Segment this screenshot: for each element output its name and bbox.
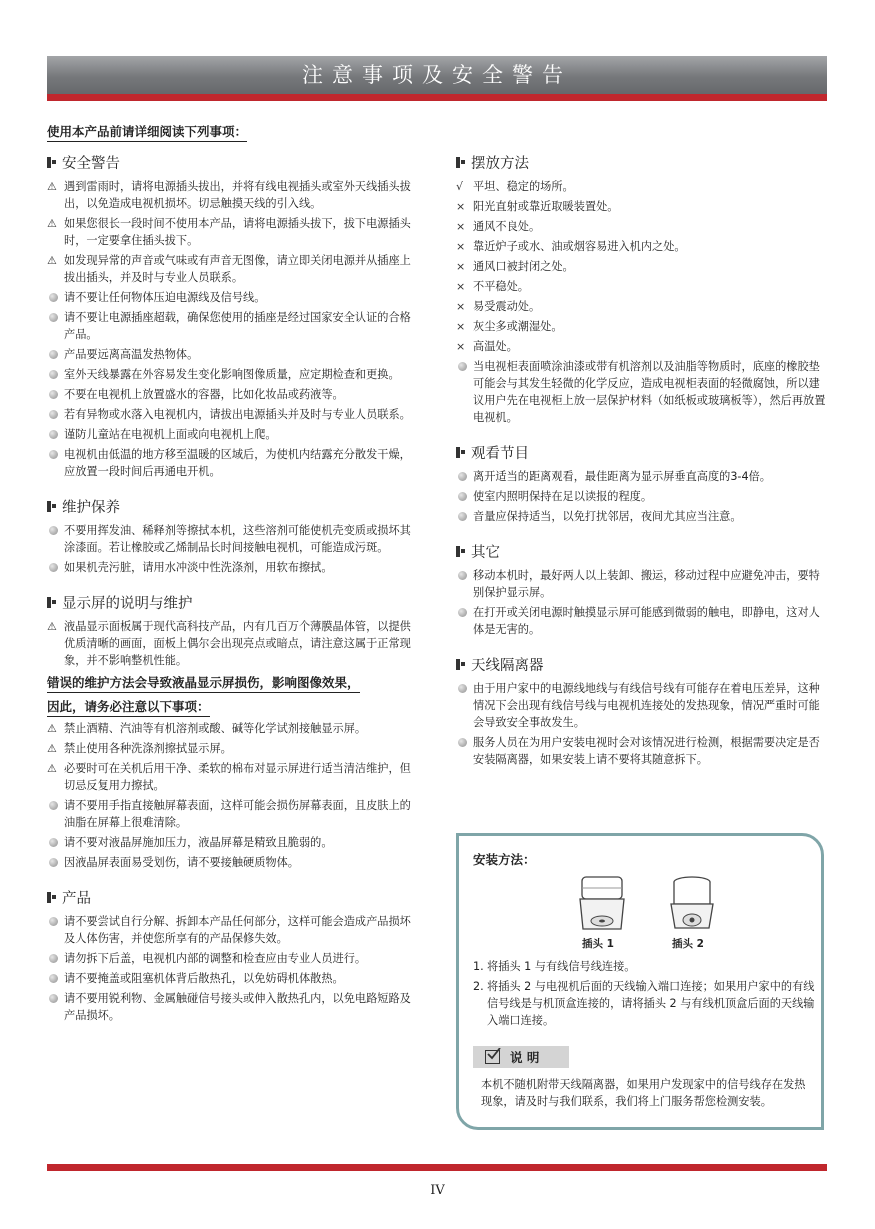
- item-text: 产品要远离高温发热物体。: [64, 348, 199, 361]
- bullet-dot-icon: [47, 970, 64, 987]
- item-text: 当电视柜表面喷涂油漆或带有机溶剂以及油脂等物质时，底座的橡胶垫可能会与其发生轻微的化学反应，造成电视柜表面的轻微腐蚀，所以建议用户先在电视柜上放一层保护材料（如纸板或玻璃板等），然后再放置电视机。: [473, 360, 826, 424]
- section-marker-icon: [47, 892, 57, 903]
- step-number: 2.: [473, 980, 484, 993]
- plug-1-label: 插头 1: [582, 938, 614, 950]
- bullet-dot-icon: [456, 468, 473, 485]
- warning-icon: ⚠: [47, 620, 57, 633]
- section: [456, 652, 828, 768]
- section-title: 观看节目: [471, 445, 529, 462]
- bullet-dot-icon: [47, 309, 64, 343]
- section: [456, 539, 828, 638]
- list-item: [456, 468, 828, 485]
- cross-mark: ×: [456, 340, 466, 353]
- cross-mark: ×: [456, 200, 466, 213]
- page-title: 注意事项及安全警告: [302, 63, 572, 87]
- bullet-dot-icon: [456, 680, 473, 731]
- list-item: [456, 567, 828, 601]
- list-item: [47, 346, 419, 363]
- warning-subheading: 错误的维护方法会导致液晶显示屏损伤，影响图像效果，: [47, 673, 360, 693]
- bullet-dot-icon: [456, 488, 473, 505]
- item-text: 禁止使用各种洗涤剂擦拭显示屏。: [64, 742, 232, 755]
- list-item: [47, 522, 419, 556]
- install-step: [473, 958, 815, 975]
- item-text: 靠近炉子或水、油或烟容易进入机内之处。: [473, 240, 686, 253]
- list-item: [47, 366, 419, 383]
- bullet-dot-icon: [47, 446, 64, 480]
- item-text: 液晶显示面板属于现代高科技产品，内有几百万个薄膜晶体管，以提供优质清晰的画面，面板上偶尔会出现亮点或暗点，请注意这属于正常现象，并不影响整机性能。: [64, 620, 411, 667]
- item-text: 阳光直射或靠近取暖装置处。: [473, 200, 619, 213]
- cross-mark: ×: [456, 260, 466, 273]
- list-item: [456, 734, 828, 768]
- section-marker-icon: [456, 659, 466, 670]
- bullet-dot-icon: [456, 508, 473, 525]
- section-title: 安全警告: [62, 155, 120, 172]
- list-item: [47, 178, 419, 212]
- bullet-dot-icon: [47, 913, 64, 947]
- step-number: 1.: [473, 960, 484, 973]
- list-item: [456, 238, 828, 255]
- list-item: [47, 720, 419, 737]
- list-item: [47, 406, 419, 423]
- title-red-rule: [47, 94, 827, 101]
- checkbox-icon: [485, 1050, 500, 1064]
- list-item: [456, 278, 828, 295]
- item-text: 平坦、稳定的场所。: [473, 180, 574, 193]
- section-title: 显示屏的说明与维护: [62, 595, 193, 612]
- item-text: 灰尘多或潮湿处。: [473, 320, 563, 333]
- list-item: [47, 950, 419, 967]
- section-marker-icon: [456, 447, 466, 458]
- list-item: [456, 358, 828, 426]
- bullet-dot-icon: [47, 854, 64, 871]
- section-title: 其它: [471, 544, 500, 561]
- list-item: [456, 508, 828, 525]
- step-text: 将插头 2 与电视机后面的天线输入端口连接；如果用户家中的有线信号线是与机顶盒连接的，请将插头 2 与有线机顶盒后面的天线输入端口连接。: [487, 980, 815, 1027]
- list-item: [47, 740, 419, 757]
- section-heading: [456, 652, 828, 676]
- section-marker-icon: [47, 597, 57, 608]
- page-number: IV: [430, 1183, 445, 1198]
- section: [456, 440, 828, 525]
- item-text: 音量应保持适当，以免打扰邻居，夜间尤其应当注意。: [473, 510, 742, 523]
- item-text: 必要时可在关机后用干净、柔软的棉布对显示屏进行适当清洁维护，但切忌反复用力擦拭。: [64, 762, 411, 792]
- list-item: [47, 618, 419, 669]
- section-heading: [456, 440, 828, 464]
- section-heading: [47, 885, 419, 909]
- section: [47, 885, 419, 1024]
- item-text: 禁止酒精、汽油等有机溶剂或酸、碱等化学试剂接触显示屏。: [64, 722, 367, 735]
- item-text: 若有异物或水落入电视机内，请拔出电源插头并及时与专业人员联系。: [64, 408, 411, 421]
- step-text: 将插头 1 与有线信号线连接。: [487, 960, 636, 973]
- cross-mark: ×: [456, 300, 466, 313]
- item-text: 不平稳处。: [473, 280, 529, 293]
- bullet-dot-icon: [456, 358, 473, 426]
- list-item: [456, 258, 828, 275]
- section-title: 维护保养: [62, 499, 120, 516]
- list-item: [47, 990, 419, 1024]
- section-marker-icon: [456, 157, 466, 168]
- left-column: [47, 150, 419, 1038]
- item-text: 移动本机时，最好两人以上装卸、搬运，移动过程中应避免冲击，要特别保护显示屏。: [473, 569, 820, 599]
- section-title: 产品: [62, 890, 91, 907]
- note-text: 本机不随机附带天线隔离器，如果用户发现家中的信号线存在发热现象，请及时与我们联系，我们将上门服务帮您检测安装。: [481, 1078, 806, 1108]
- check-mark: √: [456, 180, 464, 193]
- list-item: [456, 298, 828, 315]
- item-text: 请不要用手指直接触屏幕表面，这样可能会损伤屏幕表面，且皮肤上的油脂在屏幕上很难清除。: [64, 799, 411, 829]
- list-item: [47, 289, 419, 306]
- section-title: 摆放方法: [471, 155, 529, 172]
- list-item: [456, 604, 828, 638]
- item-text: 谨防儿童站在电视机上面或向电视机上爬。: [64, 428, 277, 441]
- install-steps: [473, 958, 815, 1032]
- section: [47, 494, 419, 576]
- list-item: [47, 970, 419, 987]
- item-text: 在打开或关闭电源时触摸显示屏可能感到微弱的触电，即静电，这对人体是无害的。: [473, 606, 820, 636]
- cross-mark: ×: [456, 280, 466, 293]
- item-text: 电视机由低温的地方移至温暖的区域后，为使机内结露充分散发干燥，应放置一段时间后再通电开机。: [64, 448, 411, 478]
- bullet-dot-icon: [456, 604, 473, 638]
- install-box: [456, 833, 824, 1130]
- item-text: 不要用挥发油、稀释剂等擦拭本机，这些溶剂可能使机壳变质或损坏其涂漆面。若让橡胶或乙烯制品长时间接触电视机，可能造成污斑。: [64, 524, 411, 554]
- item-text: 使室内照明保持在足以读报的程度。: [473, 490, 653, 503]
- note-heading: [473, 1046, 569, 1068]
- list-item: [456, 178, 828, 195]
- install-title: 安装方法：: [473, 852, 536, 867]
- section: [47, 590, 419, 871]
- warning-icon: ⚠: [47, 762, 57, 775]
- item-text: 因液晶屏表面易受划伤，请不要接触硬质物体。: [64, 856, 299, 869]
- list-item: [47, 797, 419, 831]
- list-item: [47, 252, 419, 286]
- list-item: [456, 338, 828, 355]
- title-banner: [47, 56, 827, 94]
- plug-1-icon: [572, 874, 632, 934]
- section-heading: [456, 150, 828, 174]
- item-text: 如果机壳污脏，请用水冲淡中性洗涤剂，用软布擦拭。: [64, 561, 333, 574]
- intro-heading: 使用本产品前请详细阅读下列事项：: [47, 122, 247, 142]
- plug-2-label: 插头 2: [672, 938, 704, 950]
- item-text: 服务人员在为用户安装电视时会对该情况进行检测，根据需要决定是否安装隔离器，如果安装上请不要将其随意拆下。: [473, 736, 820, 766]
- section-heading: [47, 150, 419, 174]
- footer-red-rule: [47, 1164, 827, 1171]
- list-item: [456, 488, 828, 505]
- item-text: 请不要让电源插座超载，确保您使用的插座是经过国家安全认证的合格产品。: [64, 311, 411, 341]
- bullet-dot-icon: [47, 559, 64, 576]
- warning-subheading: 因此，请务必注意以下事项：: [47, 697, 210, 717]
- bullet-dot-icon: [47, 406, 64, 423]
- item-text: 离开适当的距离观看，最佳距离为显示屏垂直高度的3-4倍。: [473, 470, 771, 483]
- bullet-dot-icon: [47, 386, 64, 403]
- item-text: 如果您很长一段时间不使用本产品，请将电源插头拔下，拔下电源插头时，一定要拿住插头拔下。: [64, 217, 411, 247]
- item-text: 请不要对液晶屏施加压力，液晶屏幕是精致且脆弱的。: [64, 836, 333, 849]
- bullet-dot-icon: [47, 426, 64, 443]
- install-step: [473, 978, 815, 1029]
- warning-icon: ⚠: [47, 254, 57, 267]
- item-text: 请不要让任何物体压迫电源线及信号线。: [64, 291, 266, 304]
- bullet-dot-icon: [456, 734, 473, 768]
- section: [47, 150, 419, 480]
- bullet-dot-icon: [47, 346, 64, 363]
- section-marker-icon: [456, 546, 466, 557]
- warning-icon: ⚠: [47, 742, 57, 755]
- list-item: [47, 386, 419, 403]
- section-heading: [456, 539, 828, 563]
- list-item: [47, 834, 419, 851]
- plug-2-icon: [662, 874, 722, 934]
- list-item: [47, 913, 419, 947]
- item-text: 如发现异常的声音或气味或有声音无图像，请立即关闭电源并从插座上拔出插头，并及时与专业人员联系。: [64, 254, 411, 284]
- bullet-dot-icon: [47, 834, 64, 851]
- list-item: [47, 559, 419, 576]
- section-heading: [47, 590, 419, 614]
- section-marker-icon: [47, 157, 57, 168]
- section-title: 天线隔离器: [471, 657, 544, 674]
- item-text: 请不要尝试自行分解、拆卸本产品任何部分，这样可能会造成产品损坏及人体伤害，并使您所享有的产品保修失效。: [64, 915, 411, 945]
- warning-icon: ⚠: [47, 180, 57, 193]
- item-text: 请勿拆下后盖，电视机内部的调整和检查应由专业人员进行。: [64, 952, 367, 965]
- cross-mark: ×: [456, 220, 466, 233]
- list-item: [47, 309, 419, 343]
- item-text: 请不要掩盖或阻塞机体背后散热孔，以免妨碍机体散热。: [64, 972, 344, 985]
- right-column: [456, 150, 828, 782]
- list-item: [456, 318, 828, 335]
- item-text: 请不要用锐利物、金属触碰信号接头或伸入散热孔内，以免电路短路及产品损坏。: [64, 992, 411, 1022]
- note-title: 说 明: [510, 1050, 540, 1065]
- list-item: [456, 218, 828, 235]
- list-item: [47, 426, 419, 443]
- cross-mark: ×: [456, 320, 466, 333]
- bullet-dot-icon: [47, 950, 64, 967]
- list-item: [47, 215, 419, 249]
- item-text: 不要在电视机上放置盛水的容器，比如化妆品或药液等。: [64, 388, 344, 401]
- warning-icon: ⚠: [47, 722, 57, 735]
- cross-mark: ×: [456, 240, 466, 253]
- bullet-dot-icon: [47, 990, 64, 1024]
- bullet-dot-icon: [47, 522, 64, 556]
- bullet-dot-icon: [47, 366, 64, 383]
- item-text: 由于用户家中的电源线地线与有线信号线有可能存在着电压差异，这种情况下会出现有线信号线与电视机连接处的发热现象，情况严重时可能会导致安全事故发生。: [473, 682, 820, 729]
- item-text: 通风口被封闭之处。: [473, 260, 574, 273]
- warning-icon: ⚠: [47, 217, 57, 230]
- item-text: 通风不良处。: [473, 220, 541, 233]
- bullet-dot-icon: [47, 289, 64, 306]
- list-item: [47, 446, 419, 480]
- list-item: [456, 680, 828, 731]
- item-text: 易受震动处。: [473, 300, 541, 313]
- list-item: [456, 198, 828, 215]
- list-item: [47, 854, 419, 871]
- item-text: 高温处。: [473, 340, 518, 353]
- section: [456, 150, 828, 426]
- item-text: 室外天线暴露在外容易发生变化影响图像质量，应定期检查和更换。: [64, 368, 400, 381]
- section-heading: [47, 494, 419, 518]
- item-text: 遇到雷雨时，请将电源插头拔出，并将有线电视插头或室外天线插头拔出，以免造成电视机损坏。切忌触摸天线的引入线。: [64, 180, 411, 210]
- bullet-dot-icon: [456, 567, 473, 601]
- list-item: [47, 760, 419, 794]
- bullet-dot-icon: [47, 797, 64, 831]
- section-marker-icon: [47, 501, 57, 512]
